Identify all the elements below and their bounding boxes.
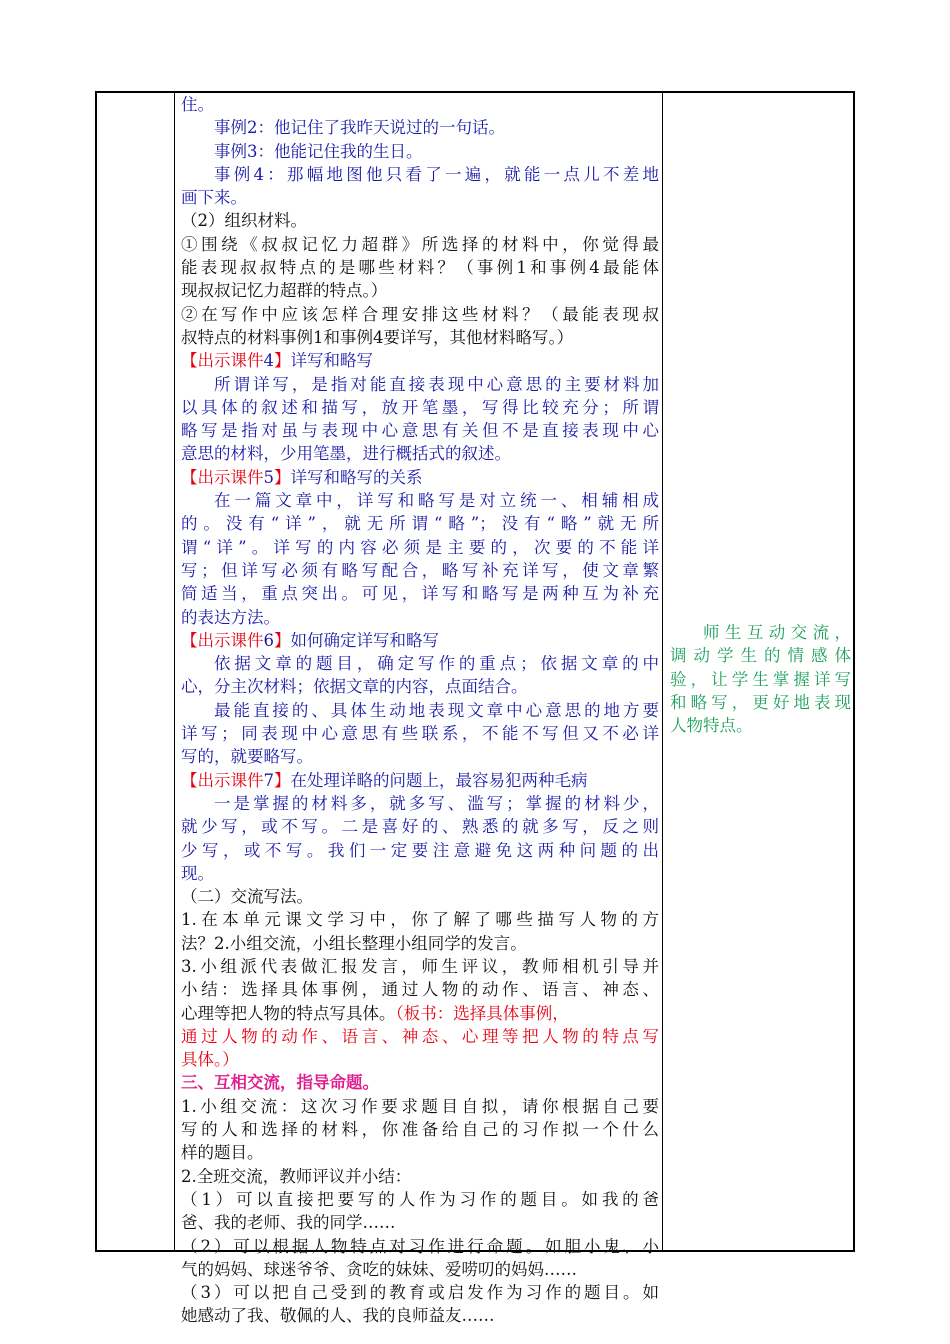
text-line: （2）组织材料。: [181, 211, 307, 231]
courseware-label: [181, 351, 373, 370]
text-line: 事例4：那幅地图他只看了一遍，就能一点儿不差地: [214, 164, 659, 184]
courseware-label: [181, 468, 423, 487]
text-line: 心，分主次材料；依据文章的内容，点面结合。: [181, 677, 528, 697]
text-line: ①围绕《叔叔记忆力超群》所选择的材料中，你觉得最: [181, 234, 659, 254]
section-heading: 三、互相交流，指导命题。: [181, 1073, 379, 1093]
courseware-part: 】: [274, 630, 291, 650]
text-line: 画下来。: [181, 188, 247, 208]
note-line: 师生互动交流，: [703, 623, 851, 642]
courseware-part: 6: [263, 630, 274, 650]
courseware-part: 【出示课件: [181, 770, 264, 790]
text-line: 爸、我的老师、我的同学……: [181, 1213, 396, 1233]
text-line: ②在写作中应该怎样合理安排这些材料？（最能表现叔: [181, 304, 659, 324]
note-line: 和略写，更好地表现: [670, 692, 851, 712]
courseware-heading-line: [181, 629, 659, 652]
text-line: 最能直接的、具体生动地表现文章中心意思的地方要: [214, 700, 659, 720]
column-divider-left: [174, 93, 175, 1250]
text-line: 事例2：他记住了我昨天说过的一句话。: [214, 118, 505, 138]
courseware-part: 5: [263, 467, 274, 487]
text-line: 以具体的叙述和描写，放开笔墨，写得比较充分；所谓: [181, 397, 659, 417]
text-line: 写；但详写必须有略写配合，略写补充详写，使文章繁: [181, 560, 659, 580]
courseware-part: 【出示课件: [181, 630, 264, 650]
teaching-process-column: [177, 93, 662, 1326]
courseware-heading-line: [181, 466, 659, 489]
text-line: 少写，或不写。我们一定要注意避免这两种问题的出: [181, 840, 659, 860]
courseware-part: 详写和略写: [290, 351, 373, 371]
text-line: 在一篇文章中，详写和略写是对立统一、相辅相成: [214, 491, 659, 511]
text-line: 通过人物的动作、语言、神态、心理等把人物的特点写: [181, 1026, 659, 1046]
courseware-part: 【出示课件: [181, 467, 264, 487]
text-line: 现叔叔记忆力超群的特点。）: [181, 281, 388, 301]
text-line: 就少写，或不写。二是喜好的、熟悉的就多写，反之则: [181, 817, 659, 837]
text-line: 2.全班交流，教师评议并小结：: [181, 1166, 412, 1186]
text-line: 简适当，重点突出。可见，详写和略写是两种互为补充: [181, 584, 659, 604]
text-line: （1）可以直接把要写的人作为习作的题目。如我的爸: [181, 1189, 659, 1209]
lesson-plan-table: [95, 91, 855, 1326]
courseware-part: 在处理详略的问题上，最容易犯两种毛病: [290, 770, 588, 790]
design-intent-column: [664, 621, 853, 737]
text-line: （2）可以根据人物特点对习作进行命题。如胆小鬼、小: [181, 1236, 659, 1256]
note-line: 验，让学生掌握详写: [670, 669, 851, 689]
board-note-segment: （板书：选择具体事例，: [395, 1003, 569, 1023]
courseware-part: 】: [274, 467, 291, 487]
text-segment: 心理等把人物的特点写具体。: [181, 1003, 396, 1023]
text-line: （3）可以把自己受到的教育或启发作为习作的题目。如: [181, 1283, 659, 1303]
text-line: 事例3：他能记住我的生日。: [214, 141, 423, 161]
note-line: 调动学生的情感体: [670, 646, 851, 666]
text-line: 谓“详”。详写的内容必须是主要的，次要的不能详: [181, 537, 659, 557]
text-line: （二）交流写法。: [181, 887, 313, 907]
text-line: 法？2.小组交流，小组长整理小组同学的发言。: [181, 933, 527, 953]
courseware-part: 4: [263, 351, 274, 371]
courseware-heading-line: [181, 769, 659, 792]
text-line: 小结：选择具体事例，通过人物的动作、语言、神态、: [181, 980, 659, 1000]
courseware-label: [181, 771, 588, 790]
text-line: 住。: [181, 95, 214, 114]
courseware-heading-line: [181, 349, 659, 372]
text-line: 的表达方法。: [181, 607, 280, 627]
text-line: 样的题目。: [181, 1143, 264, 1163]
text-line: 意思的材料，少用笔墨，进行概括式的叙述。: [181, 444, 511, 464]
text-line: 具体。）: [181, 1050, 239, 1070]
text-line: 写的，就要略写。: [181, 747, 313, 767]
text-line: 3.小组派代表做汇报发言，师生评议，教师相机引导并: [181, 956, 659, 976]
text-line: 1.在本单元课文学习中，你了解了哪些描写人物的方: [181, 910, 659, 930]
text-line: 写的人和选择的材料，你准备给自己的习作拟一个什么: [181, 1120, 659, 1140]
text-line: 所谓详写，是指对能直接表现中心意思的主要材料加: [214, 374, 659, 394]
courseware-part: 7: [263, 770, 274, 790]
text-line: 1.小组交流：这次习作要求题目自拟，请你根据自己要: [181, 1096, 659, 1116]
courseware-label: [181, 631, 439, 650]
text-line: 依据文章的题目，确定写作的重点；依据文章的中: [214, 654, 659, 674]
text-line: 的。没有“详”，就无所谓“略”；没有“略”就无所: [181, 514, 659, 534]
text-line: 她感动了我、敬佩的人、我的良师益友……: [181, 1306, 495, 1326]
courseware-part: 【出示课件: [181, 351, 264, 371]
note-line: 人物特点。: [670, 716, 753, 736]
courseware-part: 如何确定详写和略写: [290, 630, 439, 650]
courseware-part: 详写和略写的关系: [290, 467, 423, 487]
text-line: 详写；同表现中心意思有些联系，不能不写但又不必详: [181, 724, 659, 744]
text-line: 叔特点的材料事例1和事例4要详写，其他材料略写。）: [181, 327, 574, 347]
text-line: 略写是指对虽与表现中心意思有关但不是直接表现中心: [181, 421, 659, 441]
text-line: 能表现叔叔特点的是哪些材料？（事例1和事例4最能体: [181, 258, 659, 278]
courseware-part: 】: [274, 770, 291, 790]
text-line: [181, 1002, 659, 1025]
courseware-part: 】: [274, 351, 291, 371]
text-line: 气的妈妈、球迷爷爷、贪吃的妹妹、爱唠叨的妈妈……: [181, 1259, 577, 1279]
text-line: 一是掌握的材料多，就多写、滥写；掌握的材料少，: [214, 793, 659, 813]
column-divider-right: [662, 93, 663, 1250]
text-line: 现。: [181, 863, 214, 883]
